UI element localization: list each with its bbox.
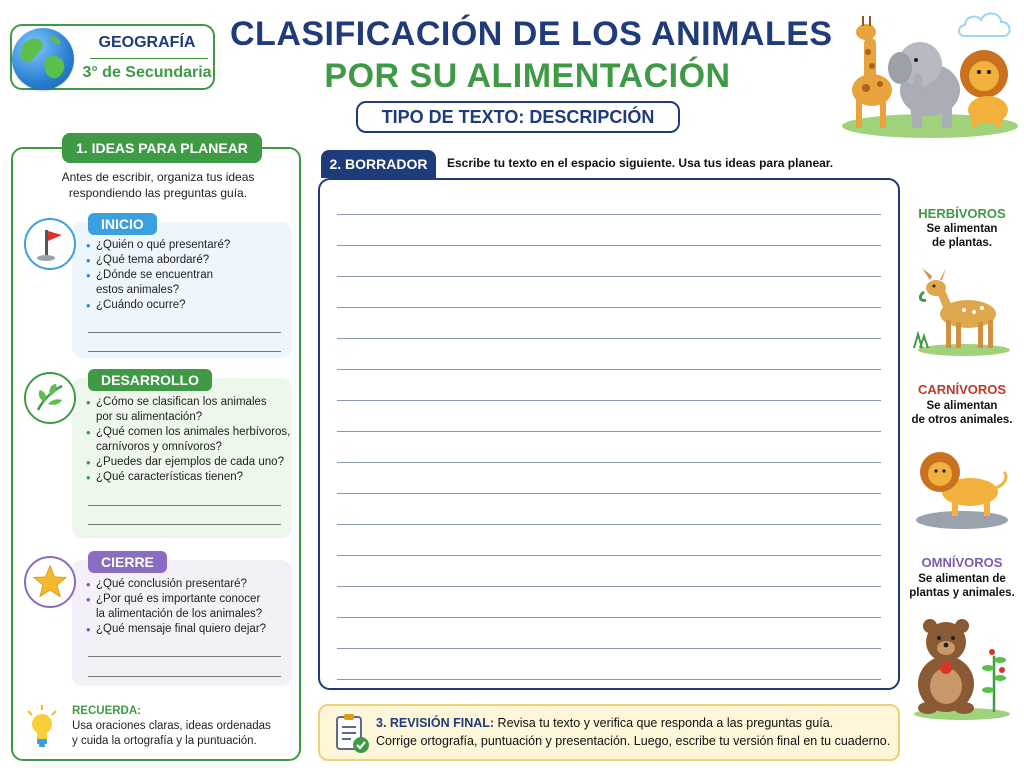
clipboard-check-icon	[334, 712, 370, 754]
herbivores-title: HERBÍVOROS	[918, 206, 1006, 221]
draft-writing-line[interactable]	[337, 555, 881, 556]
draft-writing-line[interactable]	[337, 586, 881, 587]
remember-line: Usa oraciones claras, ideas ordenadas	[72, 720, 271, 732]
text-type-badge: TIPO DE TEXTO: DESCRIPCIÓN	[356, 101, 680, 133]
inicio-questions	[86, 238, 292, 313]
planning-intro	[40, 169, 276, 201]
desarrollo-tab: DESARROLLO	[88, 369, 212, 391]
flag-icon	[26, 220, 74, 268]
draft-writing-line[interactable]	[337, 214, 881, 215]
page-title-line1: CLASIFICACIÓN DE LOS ANIMALES	[230, 15, 833, 53]
draft-tab: 2. BORRADOR	[321, 150, 436, 178]
writing-line[interactable]	[88, 332, 281, 333]
review-line1	[376, 716, 833, 730]
bear-illustration	[908, 612, 1016, 720]
omnivores-title: OMNÍVOROS	[921, 555, 1003, 570]
desc-line: de otros animales.	[911, 414, 1013, 426]
globe-icon	[12, 28, 74, 90]
inicio-tab: INICIO	[88, 213, 157, 235]
grade-label: 3° de Secundaria	[82, 64, 212, 81]
subject-title: GEOGRAFÍA	[98, 34, 196, 51]
omnivores-description	[906, 572, 1018, 600]
review-text: Revisa tu texto y verifica que responda a las preguntas guía.	[494, 716, 834, 730]
desc-line: Se alimentan	[926, 400, 998, 412]
writing-line[interactable]	[88, 676, 281, 677]
question-item-continuation: la alimentación de los animales?	[96, 608, 263, 620]
subject-box	[10, 24, 215, 90]
draft-writing-line[interactable]	[337, 245, 881, 246]
desc-line: Se alimentan	[926, 223, 998, 235]
remember-text	[72, 719, 287, 749]
draft-writing-line[interactable]	[337, 648, 881, 649]
draft-writing-line[interactable]	[337, 431, 881, 432]
cierre-questions	[86, 577, 292, 637]
deer-illustration	[908, 262, 1016, 358]
desarrollo-questions	[86, 395, 292, 485]
draft-writing-area[interactable]	[318, 178, 900, 690]
intro-line: respondiendo las preguntas guía.	[68, 186, 248, 200]
question-item: • ¿Cuándo ocurre?	[86, 298, 292, 313]
question-item-continuation: por su alimentación?	[96, 411, 203, 423]
writing-line[interactable]	[88, 505, 281, 506]
remember-line: y cuida la ortografía y la puntuación.	[72, 735, 257, 747]
question-item: • ¿Puedes dar ejemplos de cada uno?	[86, 455, 292, 470]
draft-writing-line[interactable]	[337, 679, 881, 680]
draft-writing-line[interactable]	[337, 617, 881, 618]
herbivores-description	[906, 222, 1018, 250]
animals-group-illustration	[838, 8, 1018, 140]
intro-line: Antes de escribir, organiza tus ideas	[61, 170, 255, 184]
draft-writing-line[interactable]	[337, 307, 881, 308]
desc-line: plantas y animales.	[909, 587, 1015, 599]
carnivores-description	[906, 399, 1018, 427]
lightbulb-icon	[24, 704, 60, 750]
draft-writing-line[interactable]	[337, 493, 881, 494]
flag-icon-circle	[24, 218, 76, 270]
question-item: • ¿Quién o qué presentaré?	[86, 238, 292, 253]
cierre-tab: CIERRE	[88, 551, 167, 573]
draft-instructions: Escribe tu texto en el espacio siguiente. Usa tus ideas para planear.	[447, 156, 834, 170]
leaf-icon	[26, 374, 74, 422]
review-label: 3. REVISIÓN FINAL:	[376, 716, 495, 730]
remember-title: RECUERDA:	[72, 705, 141, 717]
subject-divider	[90, 58, 208, 59]
review-box	[318, 704, 900, 761]
writing-line[interactable]	[88, 656, 281, 657]
desc-line: de plantas.	[931, 237, 993, 249]
writing-line[interactable]	[88, 351, 281, 352]
star-icon-circle	[24, 556, 76, 608]
star-icon	[26, 558, 74, 606]
draft-writing-line[interactable]	[337, 276, 881, 277]
draft-writing-line[interactable]	[337, 524, 881, 525]
leaf-icon-circle	[24, 372, 76, 424]
question-item-continuation: carnívoros y omnívoros?	[96, 441, 222, 453]
writing-line[interactable]	[88, 524, 281, 525]
planning-tab: 1. IDEAS PARA PLANEAR	[62, 133, 262, 163]
draft-writing-line[interactable]	[337, 338, 881, 339]
carnivores-title: CARNÍVOROS	[917, 382, 1007, 397]
draft-writing-line[interactable]	[337, 369, 881, 370]
question-item: • ¿Qué conclusión presentaré?	[86, 577, 292, 592]
draft-writing-line[interactable]	[337, 462, 881, 463]
draft-writing-line[interactable]	[337, 400, 881, 401]
review-line2: Corrige ortografía, puntuación y presentación. Luego, escribe tu versión final en tu cuaderno.	[376, 734, 891, 748]
question-item: • ¿Qué características tienen?	[86, 470, 292, 485]
question-item: • ¿Por qué es importante conocer	[86, 592, 292, 607]
question-item: • ¿Qué tema abordaré?	[86, 253, 292, 268]
question-item: • ¿Qué comen los animales herbívoros,	[86, 425, 292, 440]
lion-illustration	[910, 436, 1014, 530]
page-title-line2: POR SU ALIMENTACIÓN	[324, 57, 731, 95]
question-item: • ¿Qué mensaje final quiero dejar?	[86, 622, 292, 637]
question-item: • ¿Dónde se encuentran	[86, 268, 292, 283]
desc-line: Se alimentan de	[918, 573, 1006, 585]
question-item: • ¿Cómo se clasifican los animales	[86, 395, 292, 410]
giraffe-illustration	[852, 16, 892, 128]
question-item-continuation: estos animales?	[96, 284, 180, 296]
